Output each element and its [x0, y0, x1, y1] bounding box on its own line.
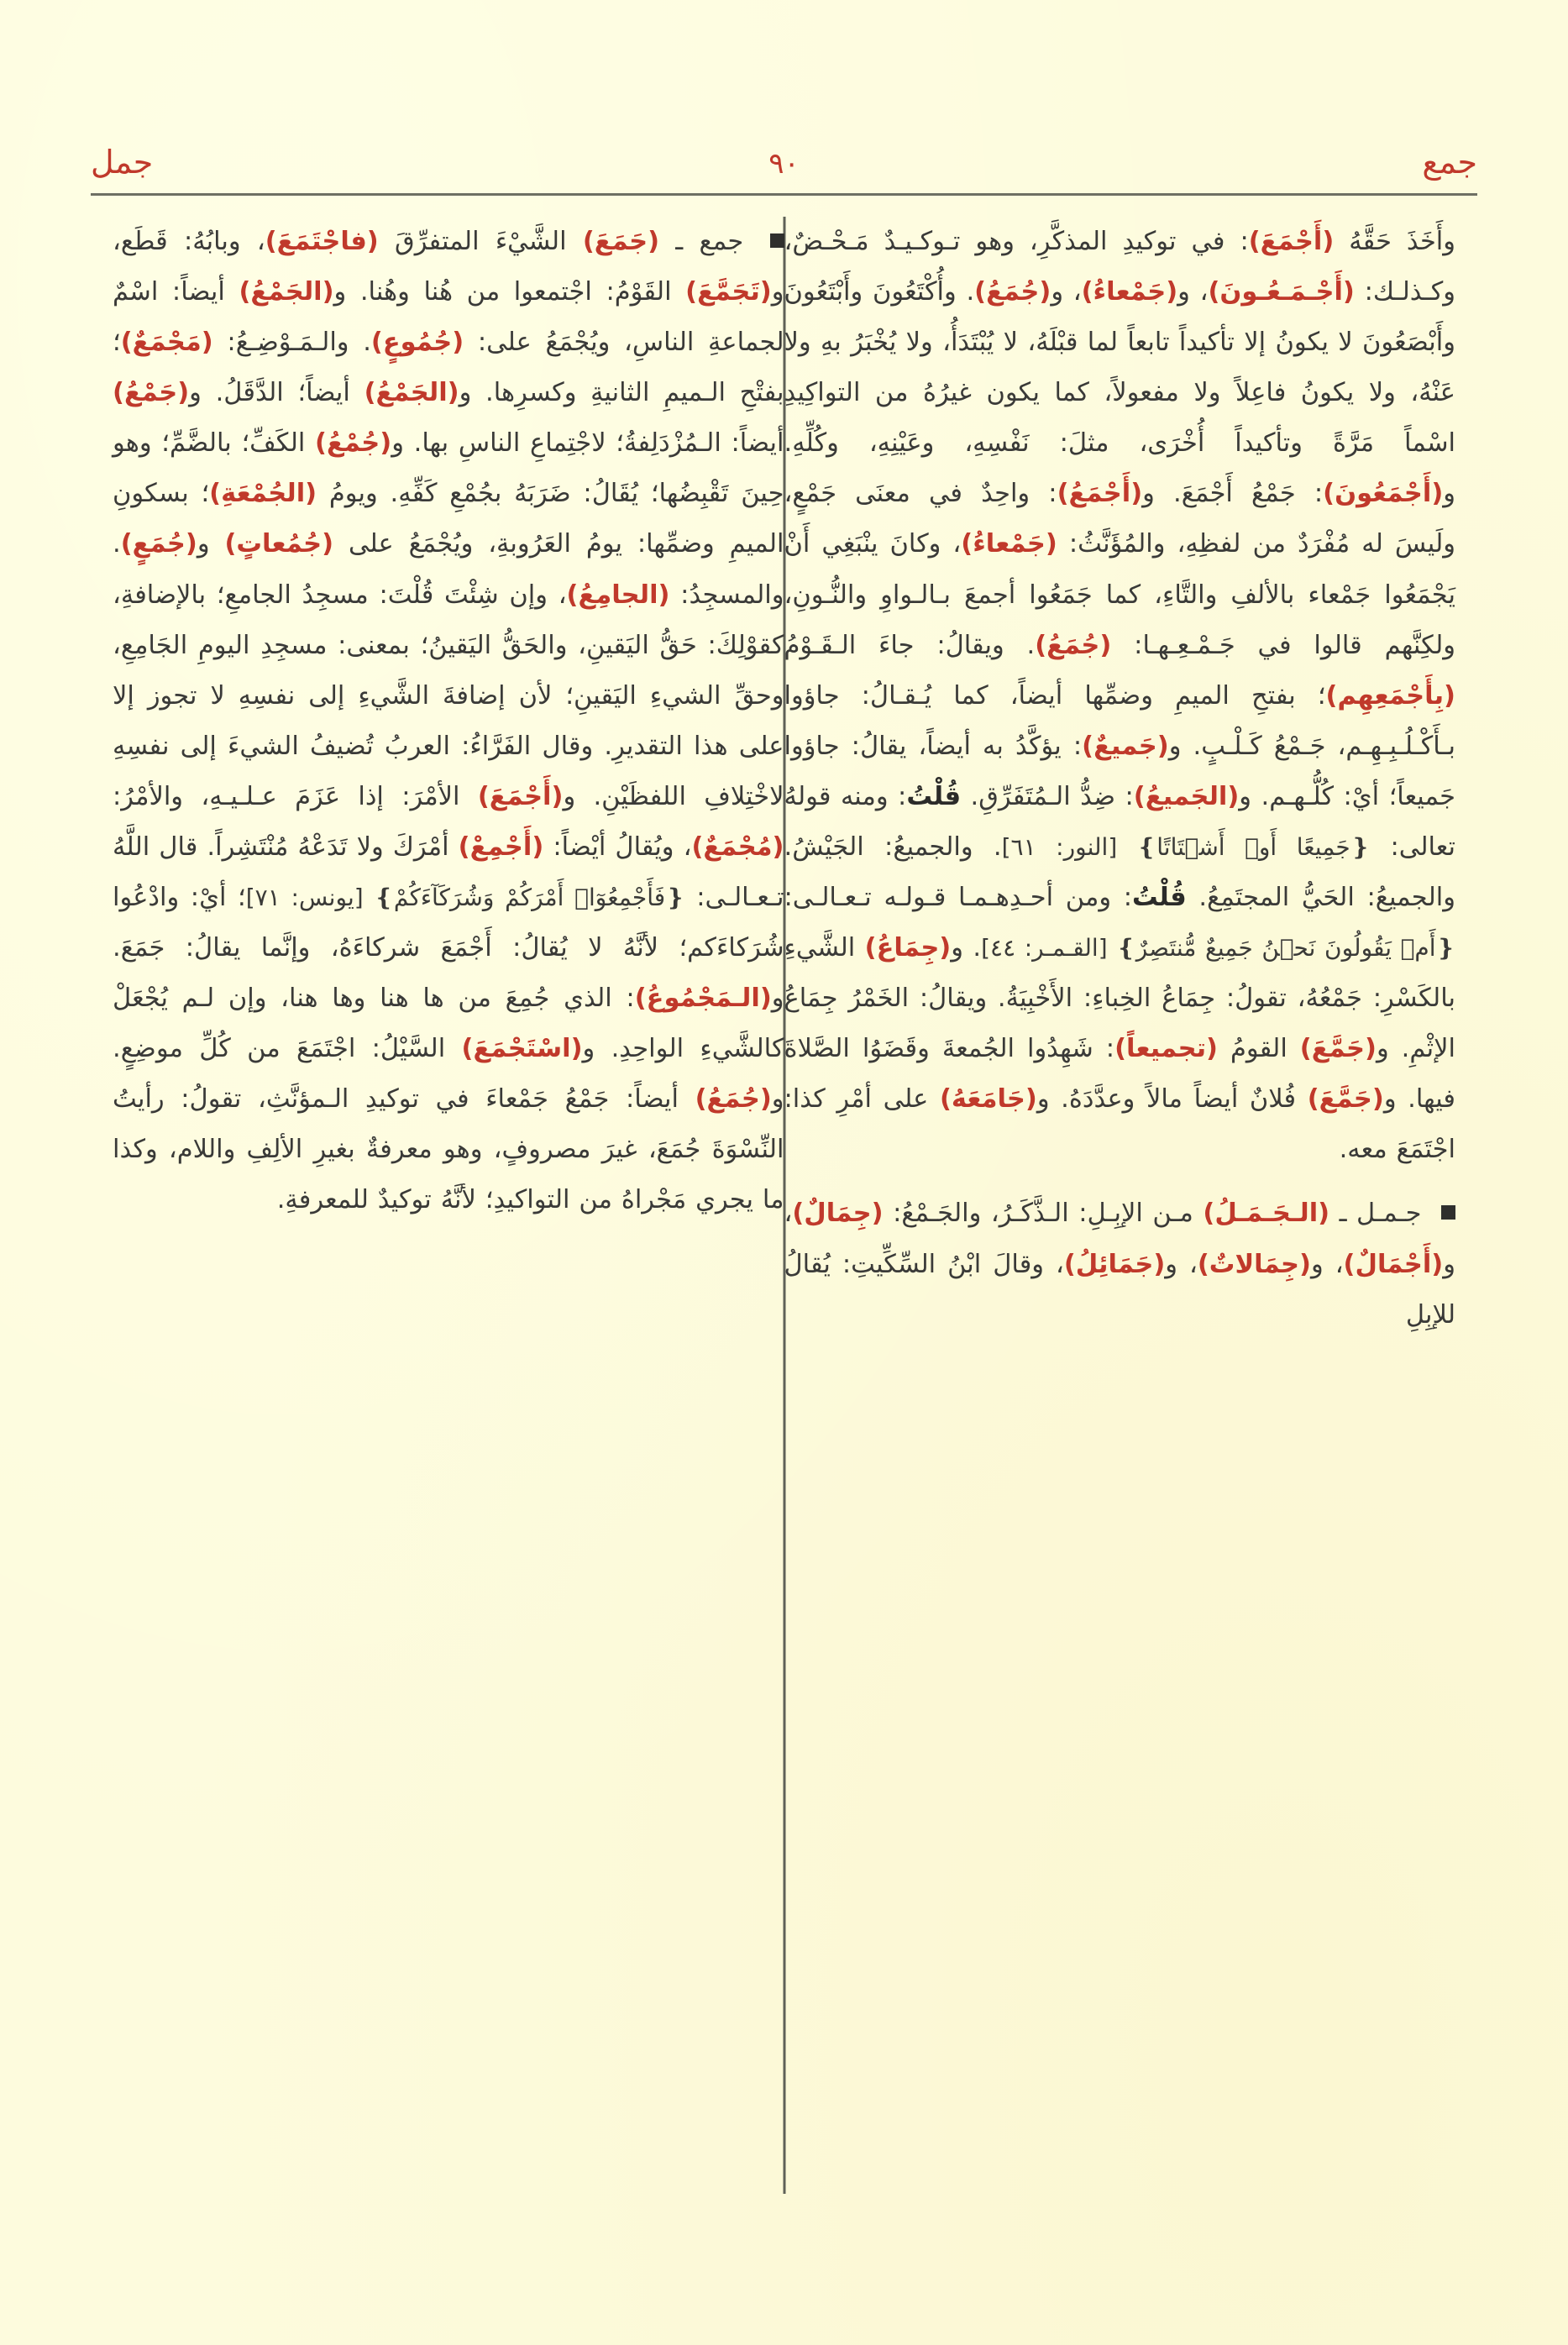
- jamaa-cont-text: : ومنه قولهُ تعالى:: [784, 781, 1455, 862]
- jamaa-text: أيضاً: الـمُزْدَلِفةُ؛ لاجْتِماعِ الناسِ بها. و: [391, 428, 784, 459]
- jamaa-cont-text: ؛ بفتحِ الميمِ وضمِّها أيضاً، كما يُـقـالُ: جاؤوا بـأَكْـلُـبِـهِـم، جَـمْعُ كَـلْـبٍ. و: [784, 680, 1455, 761]
- jamal-text: ، و: [784, 1199, 1455, 1279]
- jamaa-cont-lemma: (جَمَّعَ): [1299, 1034, 1377, 1064]
- jamaa-cont-text: . وأُكْتَعُونَ وأَبْتَعُونَ وأَبْصَعُونَ لا يكونُ إلا تأكيداً تابعاً لما قبْلَهُ، لا يُبْتَدَأُ، ولا يُخْبَرُ بهِ ولا عَنْهُ، ولا يكونُ فاعِلاً ولا مفعولاً، كما يكون غيرُهُ من التواكِيدِ اسْماً مَرَّةً وتأكيداً أُخْرَى، مثلَ: نَفْسِهِ، وعَيْنِهِ، وكُلِّهِ. و: [784, 277, 1456, 509]
- jamal-lemma: (أَجْمَالٌ): [1343, 1249, 1444, 1279]
- jamaa-lemma: (الجَمْعُ): [364, 378, 459, 408]
- jamaa-cont-lemma: (جِمَاعُ): [864, 933, 952, 963]
- jamaa-cont-text: : ومن أحـدِهـمـا قـولـه تـعـالـى:: [784, 883, 1133, 913]
- jamaa-text: ؛ بسكونِ الميمِ وضمِّها: يومُ العَرُوبةِ، ويُجْمَعُ على: [113, 479, 784, 559]
- jamal-lemma: (الـجَـمَـلُ): [1203, 1199, 1330, 1229]
- jamaa-cont-text: : ضِدُّ الـمُتَفَرِّقِ.: [961, 781, 1134, 811]
- jamaa-lemma: (جَمَعَ): [582, 227, 660, 256]
- jamaa-cont-text: : شَهِدُوا الجُمعةَ وقَضَوُا الصَّلاةَ فيها. و: [784, 1034, 1455, 1115]
- jamaa-cont-text: ، و: [1051, 277, 1082, 307]
- jamaa-lemma: (أَجْمِعْ): [458, 832, 544, 862]
- jamaa-cont-text: : في توكيدِ المذكَّرِ، وهو تـوكـيـدٌ مَـحْـضٌ، وكـذلـك:: [784, 227, 1455, 307]
- jamaa-cont-text: . ويقالُ: جاءَ الـقَـوْمُ: [784, 630, 1036, 660]
- page-number: ٩٠: [768, 147, 800, 181]
- jamaa-cont-text: القومُ: [1217, 1034, 1300, 1064]
- jamal-text: ، و: [1310, 1249, 1344, 1279]
- jamaa-cont-lemma: (جَميعٌ): [1082, 731, 1169, 761]
- jamaa-cont-lemma: (جُمَعُ): [1035, 630, 1112, 660]
- jamal-lemma: (جَمَائِلُ): [1063, 1249, 1166, 1279]
- jamaa-cont-lemma: (أَجْـمَـعُـونَ): [1208, 277, 1355, 307]
- entry-bullet-icon: [770, 233, 784, 248]
- jamal-text: جـمـل ـ: [1329, 1199, 1431, 1229]
- jamaa-text: : الذي جُمِعَ من ها هنا وها هنا، وإن لـم يُجْعَلْ كالشَّيءِ الواحِدِ. و: [113, 984, 784, 1064]
- entry-bullet-icon: [1441, 1205, 1455, 1220]
- jamaa-text: أيضاً: جَمْعُ جَمْعاءَ في توكيدِ الـمؤنَّثِ، تقولُ: رأيتُ النِّسْوَةَ جُمَعَ، غيرَ مصروفٍ، وهو معرفةٌ بغيرِ الألِفِ واللام، وكذا ما يجري مَجْراهُ من التواكيدِ؛ لأنَّهُ توكيدٌ للمعرفةِ.: [113, 1084, 784, 1215]
- running-head: [91, 141, 1477, 202]
- jamaa-text: جمع ـ: [659, 227, 760, 256]
- jamaa-cont-citation: [القـمـر: ٤٤]: [981, 934, 1117, 963]
- jamaa-cont-lemma: (الجَميعُ): [1133, 781, 1240, 811]
- jamaa-lemma: (الجَمْعُ): [239, 277, 334, 307]
- running-head-left: جمل: [91, 144, 154, 181]
- jamaa-citation: [يونس: ٧١]: [245, 884, 375, 912]
- jamaa-cont-citation: [النور: ٦١]: [1001, 832, 1137, 861]
- jamaa-text: ، ويُقالُ أيْضاً:: [543, 832, 692, 862]
- jamaa-lemma: (مُجْمَعٌ): [691, 832, 784, 862]
- jamaa-cont-lemma: (جَمْعاءُ): [961, 529, 1057, 559]
- jamaa-text: أمْرَكَ ولا تَدَعْهُ مُنْتَشِراً. قال اللَّهُ تـعـالـى:: [113, 832, 784, 913]
- jamaa-cont-quran-quote: ❴أَمۡ يَقُولُونَ نَحۡنُ جَمِيعٌ مُّنتَصِرٌ❵: [1116, 934, 1456, 963]
- jamaa-text: السَّيْلُ: اجْتَمَعَ من كُلِّ موضِعٍ. و: [113, 1034, 784, 1115]
- jamaa-cont-emphasis: قُلْتُ: [906, 781, 962, 811]
- jamaa-text: ؛ أيْ: وادْعُوا شُرَكاءَكم؛ لأنَّهُ لا يُقالُ: أَجْمَعَ شركاءَهُ، وإنَّما يقالُ: جَمَعَ. و: [113, 883, 784, 1014]
- jamaa-cont-lemma: (تجميعاً): [1114, 1034, 1218, 1064]
- jamaa-text: الكَفِّ؛ بالضَّمِّ؛ وهو حِينَ تَقْبِضُها؛ يُقَالُ: ضَرَبَهُ بجُمْعِ كَفِّهِ. ويومُ: [113, 428, 784, 509]
- dictionary-entry-jamaa: [113, 217, 784, 1226]
- jamaa-lemma: (جُمَعٍ): [120, 529, 197, 559]
- jamaa-text: أيضاً؛ الدَّقَلُ. و: [189, 378, 364, 408]
- jamaa-cont-lemma: (بِأَجْمَعِهِم): [1325, 680, 1455, 711]
- dictionary-entry-jamal: [784, 1188, 1456, 1340]
- jamaa-quran-quote: ❴فَأَجْمِعُوٓا۟ أَمْرَكُمْ وَشُرَكَآءَكُمْ❵: [374, 884, 685, 912]
- jamaa-text: القَوْمُ: اجْتمعوا من هُنا وهُنا. و: [333, 277, 686, 307]
- jamaa-cont-text: وأَخَذَ حَقَّهُ: [1334, 227, 1455, 256]
- jamaa-cont-text: ، و: [1177, 277, 1209, 307]
- jamal-text: ، وقالَ ابْنُ السِّكِّيتِ: يُقالُ للإبِلِ: [784, 1249, 1455, 1330]
- jamaa-cont-text: الشَّيءِ بالكَسْرِ: جَمْعُهُ، تقولُ: جِمَاعُ الخِباءِ: الأَخْبِيَةُ. ويقالُ: الخَمْرُ جِمَاعُ الإثْمِ. و: [784, 933, 1455, 1064]
- jamal-text: ، و: [1165, 1249, 1198, 1279]
- jamaa-text: الأمْرَ: إذا عَزَمَ عـلـيـهِ، والأمْرُ:: [113, 781, 478, 811]
- jamaa-cont-text: : واحِدٌ في معنَى جَمْعٍ، ولَيسَ له مُفْرَدٌ من لفظِهِ، والمُؤَنَّثُ:: [784, 479, 1456, 559]
- jamaa-cont-text: : يؤكَّدُ به أيضاً، يقالُ: جاؤوا جَميعاً؛ أيْ: كُلُّـهـم. و: [784, 731, 1455, 811]
- jamaa-cont-lemma: (جَمْعاءُ): [1081, 277, 1178, 307]
- jamaa-cont-text: على أمْرِ كذا: اجْتَمَعَ معه.: [784, 1084, 1455, 1165]
- jamaa-lemma: (جُمْعُ): [315, 428, 392, 459]
- jamaa-lemma: (أَجْمَعَ): [477, 781, 564, 811]
- jamaa-text: ، وبابُهُ: قَطَع، و: [113, 227, 784, 307]
- running-head-right: جمع: [1422, 144, 1477, 181]
- jamaa-text: . والـمَـوْضِـعُ:: [212, 328, 371, 358]
- jamaa-text: ؛ بفتْحِ الـميمِ الثانيةِ وكسرِها. و: [113, 328, 784, 408]
- jamal-text: مـن الإبِـلِ: الـذَّكَـرُ، والجَـمْعُ:: [883, 1199, 1204, 1229]
- jamaa-lemma: (جُمُعاتٍ): [224, 529, 334, 559]
- jamaa-cont-quran-quote: ❴جَمِيعًا أَوۡ أَشۡتَاتًا❵: [1136, 832, 1371, 861]
- jamaa-cont-text: : جَمْعُ أَجْمَعَ. و: [1142, 479, 1324, 509]
- jamaa-cont-lemma: (أَجْمَعَ): [1248, 227, 1335, 256]
- jamaa-lemma: (جُمُوعٍ): [370, 328, 464, 358]
- column-right: [81, 217, 784, 2194]
- column-left: [784, 217, 1488, 2194]
- jamaa-lemma: (الـمَجْمُوعُ): [634, 984, 772, 1014]
- jamaa-cont-lemma: (أَجْمَعُ): [1057, 479, 1143, 509]
- jamaa-lemma: (الجُمْعَةِ): [209, 479, 317, 509]
- body-columns: [81, 217, 1487, 2194]
- header-rule: [91, 193, 1477, 196]
- jamaa-text: و: [197, 529, 225, 559]
- jamaa-lemma: (فاجْتَمَعَ): [265, 227, 379, 256]
- jamaa-lemma: (جَمْعُ): [113, 378, 190, 408]
- jamaa-lemma: (جُمَعُ): [695, 1084, 772, 1115]
- jamaa-text: الشَّيْءَ المتفرِّقَ: [378, 227, 583, 256]
- jamaa-text: . والمسجِدُ:: [113, 529, 784, 610]
- jamaa-lemma: (اسْتَجْمَعَ): [461, 1034, 583, 1064]
- dictionary-entry-jamaa-cont: [784, 217, 1456, 1175]
- jamaa-cont-text: ، وكانَ ينْبَغِي أَنْ يَجْمَعُوا جَمْعاء بالألفِ والتَّاءِ، كما جَمَعُوا أجمعَ بـالـواوِ والنُّـونِ، ولكِنَّهم قالوا في جَـمْـعِـهـا:: [784, 529, 1455, 660]
- jamaa-cont-lemma: (جَمَّعَ): [1307, 1084, 1384, 1115]
- jamaa-cont-lemma: (جُمَعُ): [974, 277, 1051, 307]
- jamal-lemma: (جِمَالٌ): [792, 1199, 884, 1229]
- jamaa-lemma: (تَجَمَّعَ): [685, 277, 772, 307]
- jamaa-cont-lemma: (جَامَعَهُ): [939, 1084, 1037, 1115]
- jamaa-text: أيضاً: اسْمٌ لجماعةِ الناسِ، ويُجْمَعُ على:: [113, 277, 784, 358]
- jamaa-cont-emphasis: قُلْتُ: [1132, 883, 1187, 913]
- jamaa-cont-lemma: (أَجْمَعُونَ): [1323, 479, 1444, 509]
- jamaa-text: ، وإن شِئْتَ قُلْتَ: مسجِدُ الجامعِ؛ بالإضافةِ، كقوْلِكَ: حَقُّ اليَقينِ، والحَقُّ اليَقينُ؛ بمعنى: مسجِدِ اليومِ الجَامِعِ، وحقِّ الشيءِ اليَقينِ؛ لأن إضافةَ الشَّيءِ إلى نفسِهِ لا تجوز إلا على هذا التقديرِ. وقال الفَرَّاءُ: العربُ تُضيفُ الشيءَ إلى نفسِهِ لاخْتِلافِ اللفظَيْنِ. و: [113, 580, 784, 811]
- jamal-lemma: (جِمَالاتٌ): [1197, 1249, 1311, 1279]
- jamaa-cont-text: . والجميعُ: الجَيْشُ. والجميعُ: الحَيُّ المجتَمِعُ.: [784, 832, 1455, 913]
- jamaa-cont-text: فُلانٌ أيضاً مالاً وعدَّدَهُ. و: [1036, 1084, 1308, 1115]
- jamaa-cont-text: . و: [951, 933, 982, 963]
- jamaa-lemma: (مَجْمَعٌ): [120, 328, 213, 358]
- jamaa-lemma: (الجامِعُ): [566, 580, 670, 610]
